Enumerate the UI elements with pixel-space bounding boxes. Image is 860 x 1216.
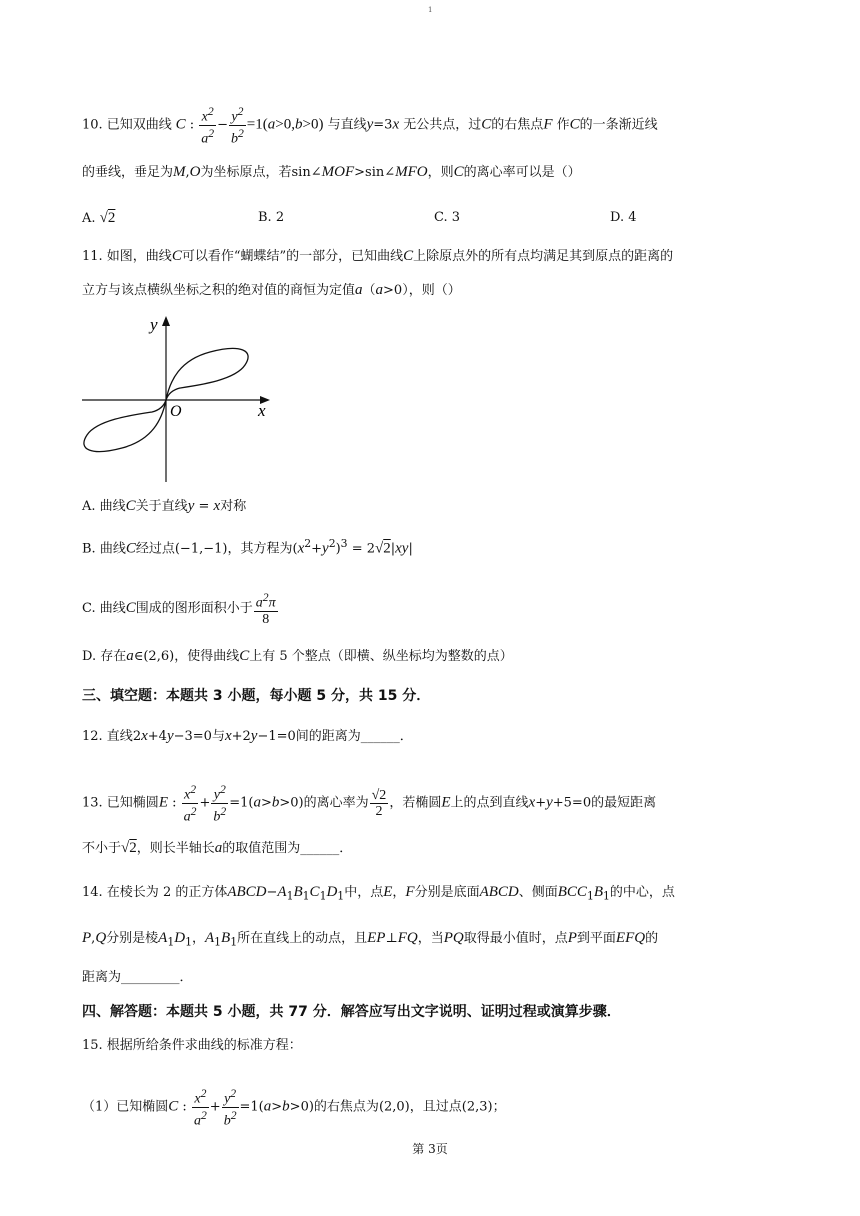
q13-line2: 不小于√2，则长半轴长a的取值范围为______．	[82, 840, 353, 856]
q10-line2: 的垂线，垂足为M,O为坐标原点，若sin∠MOF>sin∠MFO，则C的离心率可以是（）	[82, 164, 581, 180]
curve-upper-right	[166, 348, 248, 400]
q11-option-b: B. 曲线C经过点(−1,−1)，其方程为$(x^2+y^2)^3 = 2√2|xy|$	[82, 537, 413, 557]
q15-part1: （1）已知椭圆C : $\frac{x^2}{a^2}$ + $\frac{y^2}{b^2}$ =1(a>b>0)的右焦点为(2,0)，且过点(2,3)；	[82, 1087, 506, 1129]
y-axis-arrow	[162, 316, 170, 326]
q10-option-b: B. 2	[258, 210, 285, 225]
q15-line1: 15. 根据所给条件求曲线的标准方程：	[82, 1038, 302, 1053]
top-mark: 1	[428, 6, 433, 14]
q11-line1: 11. 如图，曲线C可以看作“蝴蝶结”的一部分，已知曲线C上除原点外的所有点均满足其到原点的距离的	[82, 248, 674, 264]
curve-lower-left	[84, 400, 166, 452]
page-footer: 第 3页	[412, 1142, 448, 1156]
section-4-heading: 四、解答题：本题共 5 小题，共 77 分．解答应写出文字说明、证明过程或演算步骤．	[82, 1004, 621, 1020]
q10-option-d: D. 4	[610, 210, 637, 225]
butterfly-curve-figure	[80, 310, 280, 490]
fig-label-x: x	[258, 401, 266, 420]
q14-line2: P,Q分别是棱$A_1D_1$，$A_1B_1$所在直线上的动点，且EP⊥FQ，当PQ取得最小值时，点P到平面EFQ的	[82, 930, 659, 949]
q13-line1: 13. 已知椭圆E : $\frac{x^2}{a^2}$ + $\frac{y^2}{b^2}$ =1(a>b>0)的离心率为 $\frac{√2}{2}$ ，若椭圆E上的点到直线x+y+5=0的最短距离	[82, 783, 657, 825]
q10-option-a: A. √2	[82, 210, 116, 226]
section-3-heading: 三、填空题：本题共 3 小题，每小题 5 分，共 15 分．	[82, 688, 431, 704]
q11-line2: 立方与该点横纵坐标之积的绝对值的商恒为定值a（a>0），则（）	[82, 282, 461, 298]
q10-option-c: C. 3	[434, 210, 461, 225]
q11-option-c: C. 曲线C围成的图形面积小于 $\frac{a^2\pi}{8}$	[82, 591, 276, 627]
fig-label-origin: O	[170, 403, 182, 420]
q11-option-d: D. 存在a∈(2,6)，使得曲线C上有 5 个整点（即横、纵坐标均为整数的点）	[82, 648, 513, 664]
q12-line: 12. 直线2x+4y−3=0与x+2y−1=0间的距离为______．	[82, 728, 413, 744]
fig-label-y: y	[150, 315, 158, 334]
q11-option-a: A. 曲线C关于直线y = x对称	[82, 498, 247, 514]
q10-line1: 10. 已知双曲线 C : $\frac{x^2}{a^2}$ − $\frac{y^2}{b^2}$ =1(a>0,b>0) 与直线y=3x 无公共点，过C的右焦点F 作C的一条渐近线	[82, 105, 658, 147]
q14-line1: 14. 在棱长为 2 的正方体$ABCD-A_1B_1C_1D_1$中，点E，F分别是底面ABCD、侧面$BCC_1B_1$的中心，点	[82, 884, 675, 903]
q14-line3: 距离为_________．	[82, 970, 193, 985]
